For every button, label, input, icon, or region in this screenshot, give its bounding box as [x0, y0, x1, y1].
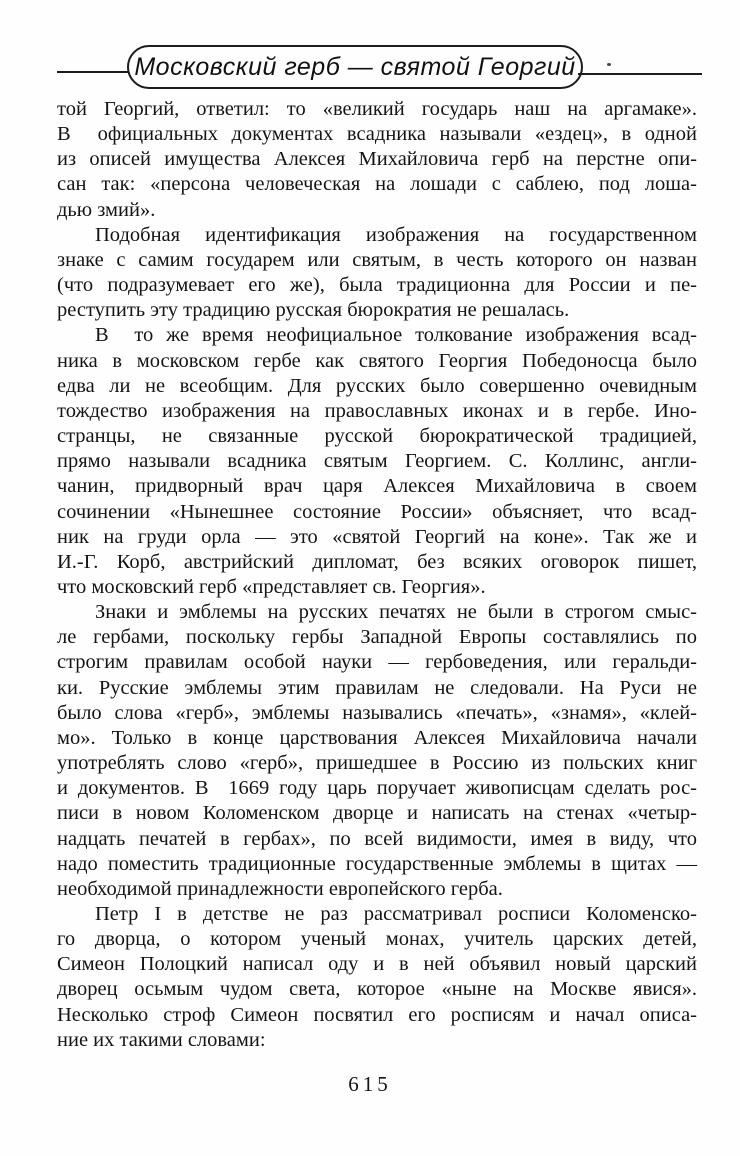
text-line: мо». Только в конце царствования Алексея Михайловича начали: [57, 726, 697, 749]
text-line: В официальных документах всадника называли «ездец», в одной: [57, 123, 697, 146]
text-line: надцать печатей в гербах», по всей видимости, имея в виду, что: [57, 827, 697, 850]
text-line: В то же время неофициальное толкование изображения всад-: [95, 324, 697, 347]
text-line: писи в новом Коломенском дворце и написать на стенах «четыр-: [57, 802, 697, 825]
paragraph: [57, 223, 697, 324]
paragraph: [57, 600, 697, 902]
text-line: Петр I в детстве не раз рассматривал росписи Коломенско-: [95, 903, 697, 925]
text-line: ника в московском гербе как святого Георгия Победоносца было: [57, 349, 697, 372]
chapter-title: Московский герб — святой Георгий: [134, 52, 576, 81]
text-line: что московский герб «представляет св. Георгия».: [57, 575, 486, 598]
header-rule-left: [57, 71, 128, 73]
text-line: из описей имущества Алексея Михайловича герб на перстне опи-: [57, 148, 697, 171]
text-line: и документов. В 1669 году царь поручает живописцам сделать рос-: [57, 777, 697, 800]
text-line: странцы, не связанные русской бюрократической традицией,: [57, 425, 697, 448]
text-line: Знаки и эмблемы на русских печатях не были в строгом смыс-: [95, 601, 697, 624]
text-line: необходимой принадлежности европейского герба.: [57, 877, 503, 900]
text-line: той Георгий, ответил: то «великий государь наш на аргамаке».: [57, 98, 697, 120]
text-line: (что подразумевает его же), была традиционна для России и пе-: [57, 274, 697, 297]
text-line: реступить эту традицию русская бюрократия не решалась.: [57, 299, 570, 322]
page-footer: [0, 1072, 740, 1097]
text-line: ник на груди орла — это «святой Георгий на коне». Так же и: [57, 525, 697, 548]
text-line: ки. Русские эмблемы этим правилам не следовали. На Руси не: [57, 676, 697, 699]
text-line: едва ли не всеобщим. Для русских было совершенно очевидным: [57, 374, 697, 397]
text-line: ле гербами, поскольку гербы Западной Европы составлялись по: [57, 626, 697, 649]
text-line: строгим правилам особой науки — гербоведения, или геральди-: [57, 651, 697, 674]
text-line: употреблять слово «герб», пришедшее в Россию из польских книг: [57, 752, 697, 775]
body-text: [57, 97, 697, 1053]
text-line: го дворца, о котором ученый монах, учитель царских детей,: [57, 928, 697, 951]
text-line: надо поместить традиционные государственные эмблемы в щитах —: [57, 852, 697, 875]
text-line: Несколько строф Симеон посвятил его росписям и начал описа-: [57, 1003, 697, 1026]
page-number: 615: [348, 1072, 392, 1096]
text-line: сочинении «Нынешнее состояние России» объясняет, что всад-: [57, 500, 697, 523]
text-line: было слова «герб», эмблемы назывались «печать», «знамя», «клей-: [57, 701, 697, 724]
text-line: И.-Г. Корб, австрийский дипломат, без всяких оговорок пишет,: [57, 550, 697, 573]
text-line: дворец осьмым чудом света, которое «ныне на Москве явися».: [57, 978, 697, 1001]
text-line: знаке с самим государем или святым, в честь которого он назван: [57, 248, 697, 271]
text-line: чанин, придворный врач царя Алексея Михайловича в своем: [57, 475, 697, 498]
ink-speck: [607, 63, 611, 66]
paragraph: [57, 323, 697, 600]
text-line: тождество изображения на православных иконах и в гербе. Ино-: [57, 399, 697, 422]
chapter-title-frame: [127, 45, 583, 89]
text-line: дью змий».: [57, 198, 156, 221]
paragraph: [57, 902, 697, 1053]
text-line: прямо называли всадника святым Георгием. С. Коллинс, англи-: [57, 450, 697, 473]
paragraph: [57, 97, 697, 223]
text-line: сан так: «персона человеческая на лошади с саблею, под лоша-: [57, 173, 697, 196]
chapter-header: [0, 45, 740, 87]
header-rule-right: [578, 73, 702, 75]
text-line: ние их такими словами:: [57, 1028, 266, 1051]
text-line: Подобная идентификация изображения на государственном: [95, 223, 697, 246]
text-line: Симеон Полоцкий написал оду и в ней объявил новый царский: [57, 953, 697, 976]
